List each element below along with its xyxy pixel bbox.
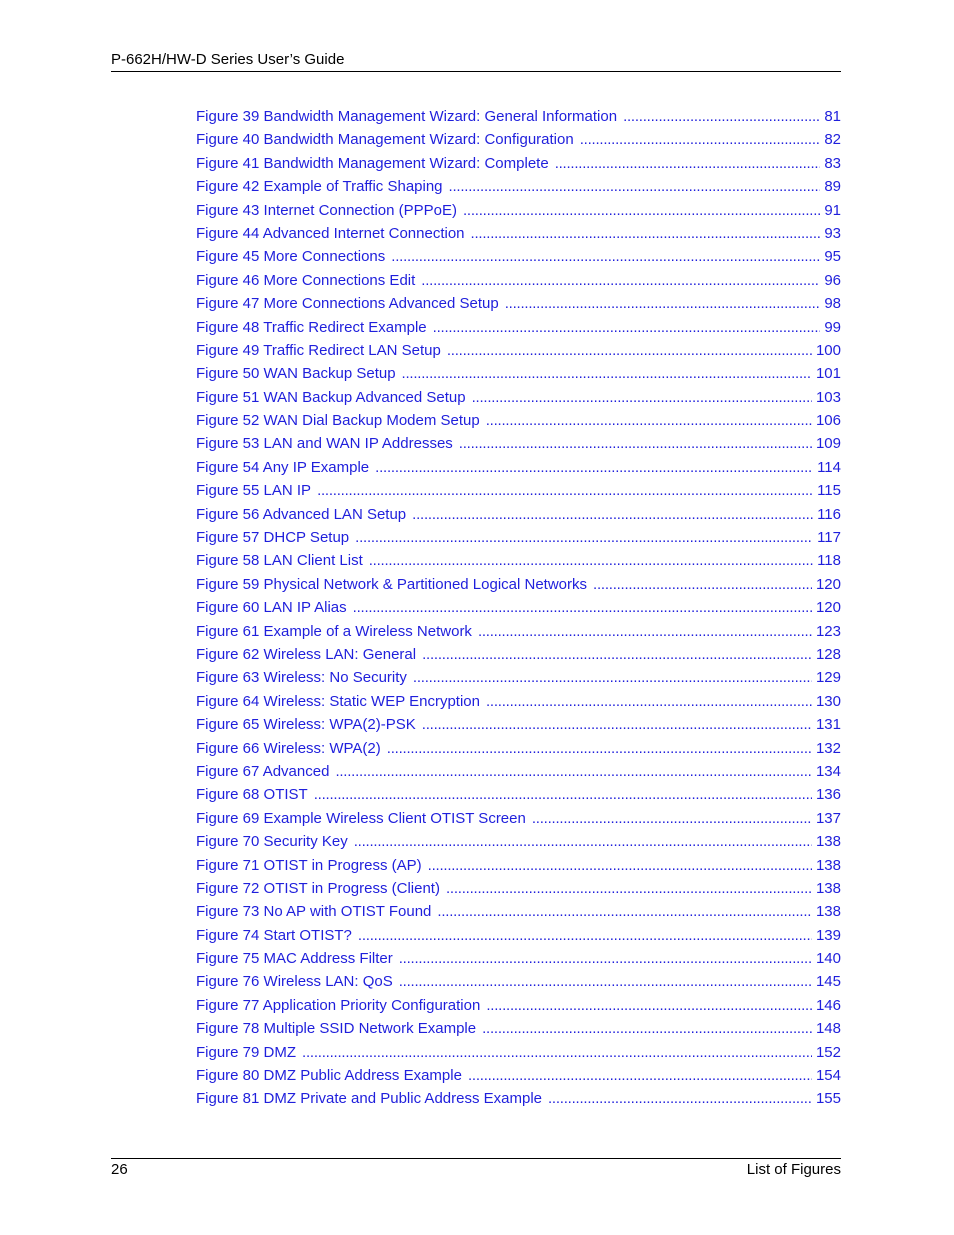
dot-leader (437, 901, 812, 922)
dot-leader (375, 457, 813, 478)
dot-leader (413, 667, 812, 688)
dot-leader (593, 574, 812, 595)
dot-leader (449, 176, 821, 197)
dot-leader (314, 784, 812, 805)
dot-leader (402, 363, 812, 384)
toc-entry[interactable] (196, 714, 841, 737)
toc-entry-page[interactable]: 123 (815, 622, 841, 640)
toc-entry[interactable] (196, 270, 841, 293)
toc-entry[interactable] (196, 480, 841, 503)
toc-entry-title[interactable]: Figure 48 Traffic Redirect Example (196, 318, 427, 336)
section-title: List of Figures (746, 1161, 841, 1178)
toc-entry-page[interactable]: 138 (815, 903, 841, 921)
toc-entry-title[interactable]: Figure 71 OTIST in Progress (AP) (196, 856, 422, 874)
toc-entry-title[interactable]: Figure 49 Traffic Redirect LAN Setup (196, 341, 441, 359)
toc-entry[interactable] (196, 106, 841, 129)
toc-entry-page[interactable]: 129 (815, 669, 841, 687)
dot-leader (478, 621, 812, 642)
toc-entry-title[interactable]: Figure 56 Advanced LAN Setup (196, 505, 407, 523)
toc-entry-page[interactable]: 81 (824, 108, 841, 125)
toc-entry-page[interactable]: 95 (824, 248, 841, 266)
dot-leader (302, 1042, 812, 1063)
toc-entry[interactable] (196, 363, 841, 386)
dot-leader (505, 293, 821, 314)
toc-entry[interactable] (196, 527, 841, 550)
dot-leader (422, 644, 812, 665)
toc-entry-title[interactable]: Figure 66 Wireless: WPA(2) (196, 739, 381, 757)
toc-entry[interactable] (196, 340, 841, 363)
toc-entry-page[interactable]: 89 (824, 178, 841, 196)
toc-entry-page[interactable]: 120 (815, 575, 841, 593)
toc-entry[interactable] (196, 761, 841, 784)
toc-entry[interactable] (196, 317, 841, 340)
toc-entry-page[interactable]: 131 (815, 716, 841, 734)
toc-entry-page[interactable]: 130 (815, 692, 841, 710)
dot-leader (471, 223, 821, 244)
toc-entry-title[interactable]: Figure 64 Wireless: Static WEP Encryption (196, 692, 480, 710)
toc-entry[interactable] (196, 574, 841, 597)
toc-entry[interactable] (196, 504, 841, 527)
toc-entry-title[interactable]: Figure 72 OTIST in Progress (Client) (196, 879, 440, 897)
toc-entry-title[interactable]: Figure 59 Physical Network & Partitioned Logical Networks (196, 575, 588, 593)
toc-entry-page[interactable]: 138 (815, 856, 841, 874)
toc-entry[interactable] (196, 410, 841, 433)
dot-leader (317, 480, 813, 501)
toc-entry-page[interactable]: 136 (815, 786, 841, 804)
dot-leader (486, 691, 812, 712)
toc-entry-page[interactable]: 146 (815, 996, 841, 1014)
dot-leader (468, 1065, 812, 1086)
toc-entry-page[interactable]: 83 (824, 154, 841, 172)
toc-entry-page[interactable]: 103 (815, 388, 841, 406)
toc-entry-page[interactable]: 106 (815, 412, 841, 430)
dot-leader (446, 878, 812, 899)
toc-entry-page[interactable]: 96 (824, 271, 841, 289)
toc-entry[interactable] (196, 925, 841, 948)
toc-entry-title[interactable]: Figure 68 OTIST (196, 786, 308, 804)
toc-entry[interactable] (196, 1018, 841, 1041)
toc-entry[interactable] (196, 738, 841, 761)
list-of-figures (196, 106, 841, 1112)
toc-entry-page[interactable]: 140 (815, 950, 841, 968)
dot-leader (422, 714, 812, 735)
toc-entry-page[interactable]: 148 (815, 1020, 841, 1038)
toc-entry[interactable] (196, 1088, 841, 1111)
dot-leader (421, 270, 820, 291)
toc-entry-title[interactable]: Figure 73 No AP with OTIST Found (196, 903, 432, 921)
toc-entry-title[interactable]: Figure 67 Advanced (196, 762, 330, 780)
dot-leader (555, 153, 821, 174)
toc-entry-title[interactable]: Figure 46 More Connections Edit (196, 271, 416, 289)
header-divider (111, 71, 841, 72)
toc-entry-title[interactable]: Figure 75 MAC Address Filter (196, 950, 393, 968)
toc-entry[interactable] (196, 597, 841, 620)
toc-entry[interactable] (196, 200, 841, 223)
dot-leader (358, 925, 812, 946)
toc-entry-page[interactable]: 116 (817, 505, 841, 523)
toc-entry-title[interactable]: Figure 40 Bandwidth Management Wizard: Configuration (196, 131, 574, 149)
toc-entry-page[interactable]: 154 (815, 1067, 841, 1085)
toc-entry-title[interactable]: Figure 63 Wireless: No Security (196, 669, 407, 687)
toc-entry-page[interactable]: 152 (815, 1043, 841, 1061)
dot-leader (580, 129, 821, 150)
dot-leader (548, 1088, 812, 1109)
toc-entry-title[interactable]: Figure 43 Internet Connection (PPPoE) (196, 201, 457, 219)
page-number: 26 (111, 1161, 128, 1178)
dot-leader (391, 246, 820, 267)
toc-entry[interactable] (196, 901, 841, 924)
dot-leader (623, 106, 820, 127)
dot-leader (463, 200, 820, 221)
dot-leader (399, 971, 812, 992)
toc-entry[interactable] (196, 948, 841, 971)
toc-entry-title[interactable]: Figure 50 WAN Backup Setup (196, 365, 396, 383)
toc-entry-page[interactable]: 145 (815, 973, 841, 991)
toc-entry-title[interactable]: Figure 70 Security Key (196, 833, 348, 851)
toc-entry-page[interactable]: 91 (824, 201, 841, 219)
toc-entry-title[interactable]: Figure 44 Advanced Internet Connection (196, 224, 465, 242)
toc-entry-page[interactable]: 132 (815, 739, 841, 757)
toc-entry[interactable] (196, 433, 841, 456)
toc-entry-title[interactable]: Figure 47 More Connections Advanced Setup (196, 295, 499, 313)
toc-entry-title[interactable]: Figure 53 LAN and WAN IP Addresses (196, 435, 453, 453)
toc-entry-page[interactable]: 100 (815, 341, 841, 359)
toc-entry-page[interactable]: 155 (815, 1090, 841, 1108)
toc-entry-title[interactable]: Figure 52 WAN Dial Backup Modem Setup (196, 412, 480, 430)
dot-leader (399, 948, 812, 969)
dot-leader (428, 855, 812, 876)
toc-entry[interactable] (196, 457, 841, 480)
toc-entry[interactable] (196, 223, 841, 246)
toc-entry-title[interactable]: Figure 80 DMZ Public Address Example (196, 1067, 462, 1085)
toc-entry-page[interactable]: 82 (824, 131, 841, 149)
toc-entry-page[interactable]: 99 (824, 318, 841, 336)
toc-entry-title[interactable]: Figure 58 LAN Client List (196, 552, 363, 570)
toc-entry-title[interactable]: Figure 55 LAN IP (196, 482, 312, 500)
toc-entry[interactable] (196, 995, 841, 1018)
toc-entry[interactable] (196, 176, 841, 199)
toc-entry-title[interactable]: Figure 61 Example of a Wireless Network (196, 622, 472, 640)
toc-entry[interactable] (196, 878, 841, 901)
toc-entry-title[interactable]: Figure 51 WAN Backup Advanced Setup (196, 388, 466, 406)
toc-entry-page[interactable]: 128 (815, 645, 841, 663)
toc-entry-page[interactable]: 134 (815, 762, 841, 780)
toc-entry-title[interactable]: Figure 41 Bandwidth Management Wizard: Complete (196, 154, 549, 172)
toc-entry[interactable] (196, 293, 841, 316)
toc-entry-page[interactable]: 117 (817, 529, 841, 547)
dot-leader (532, 808, 812, 829)
dot-leader (412, 504, 813, 525)
toc-entry-title[interactable]: Figure 74 Start OTIST? (196, 926, 352, 944)
toc-entry-title[interactable]: Figure 77 Application Priority Configuration (196, 996, 481, 1014)
toc-entry-title[interactable]: Figure 42 Example of Traffic Shaping (196, 178, 443, 196)
toc-entry[interactable] (196, 153, 841, 176)
toc-entry[interactable] (196, 1065, 841, 1088)
toc-entry[interactable] (196, 550, 841, 573)
toc-entry[interactable] (196, 971, 841, 994)
toc-entry-title[interactable]: Figure 81 DMZ Private and Public Address Example (196, 1090, 542, 1108)
toc-entry-title[interactable]: Figure 62 Wireless LAN: General (196, 645, 417, 663)
toc-entry-page[interactable]: 115 (817, 482, 841, 500)
toc-entry-page[interactable]: 118 (817, 552, 841, 570)
toc-entry-title[interactable]: Figure 39 Bandwidth Management Wizard: General Information (196, 108, 618, 125)
toc-entry[interactable] (196, 1042, 841, 1065)
dot-leader (335, 761, 812, 782)
dot-leader (353, 597, 812, 618)
toc-entry[interactable] (196, 667, 841, 690)
toc-entry-page[interactable]: 137 (815, 809, 841, 827)
dot-leader (459, 433, 812, 454)
running-header: P-662H/HW-D Series User’s Guide (111, 51, 345, 68)
toc-entry-page[interactable]: 139 (815, 926, 841, 944)
dot-leader (387, 738, 812, 759)
dot-leader (354, 831, 812, 852)
dot-leader (482, 1018, 812, 1039)
dot-leader (486, 410, 812, 431)
dot-leader (486, 995, 812, 1016)
toc-entry[interactable] (196, 855, 841, 878)
toc-entry-title[interactable]: Figure 54 Any IP Example (196, 458, 370, 476)
toc-entry-title[interactable]: Figure 79 DMZ (196, 1043, 297, 1061)
toc-entry-title[interactable]: Figure 69 Example Wireless Client OTIST Screen (196, 809, 526, 827)
dot-leader (433, 317, 821, 338)
toc-entry-page[interactable]: 109 (815, 435, 841, 453)
toc-entry[interactable] (196, 387, 841, 410)
footer-divider (111, 1158, 841, 1159)
toc-entry-page[interactable]: 138 (815, 833, 841, 851)
toc-entry-page[interactable]: 98 (824, 295, 841, 313)
toc-entry-page[interactable]: 93 (824, 224, 841, 242)
toc-entry-page[interactable]: 120 (815, 599, 841, 617)
toc-entry-title[interactable]: Figure 65 Wireless: WPA(2)-PSK (196, 716, 416, 734)
toc-entry[interactable] (196, 621, 841, 644)
toc-entry[interactable] (196, 246, 841, 269)
toc-entry-page[interactable]: 101 (815, 365, 841, 383)
toc-entry-page[interactable]: 138 (815, 879, 841, 897)
dot-leader (355, 527, 813, 548)
dot-leader (369, 550, 813, 571)
toc-entry-title[interactable]: Figure 78 Multiple SSID Network Example (196, 1020, 477, 1038)
toc-entry-title[interactable]: Figure 45 More Connections (196, 248, 386, 266)
dot-leader (472, 387, 812, 408)
toc-entry[interactable] (196, 784, 841, 807)
toc-entry[interactable] (196, 129, 841, 152)
toc-entry[interactable] (196, 691, 841, 714)
toc-entry-title[interactable]: Figure 76 Wireless LAN: QoS (196, 973, 393, 991)
toc-entry[interactable] (196, 808, 841, 831)
toc-entry-page[interactable]: 114 (817, 458, 841, 476)
toc-entry[interactable] (196, 644, 841, 667)
dot-leader (447, 340, 812, 361)
toc-entry-title[interactable]: Figure 57 DHCP Setup (196, 529, 350, 547)
toc-entry[interactable] (196, 831, 841, 854)
toc-entry-title[interactable]: Figure 60 LAN IP Alias (196, 599, 347, 617)
